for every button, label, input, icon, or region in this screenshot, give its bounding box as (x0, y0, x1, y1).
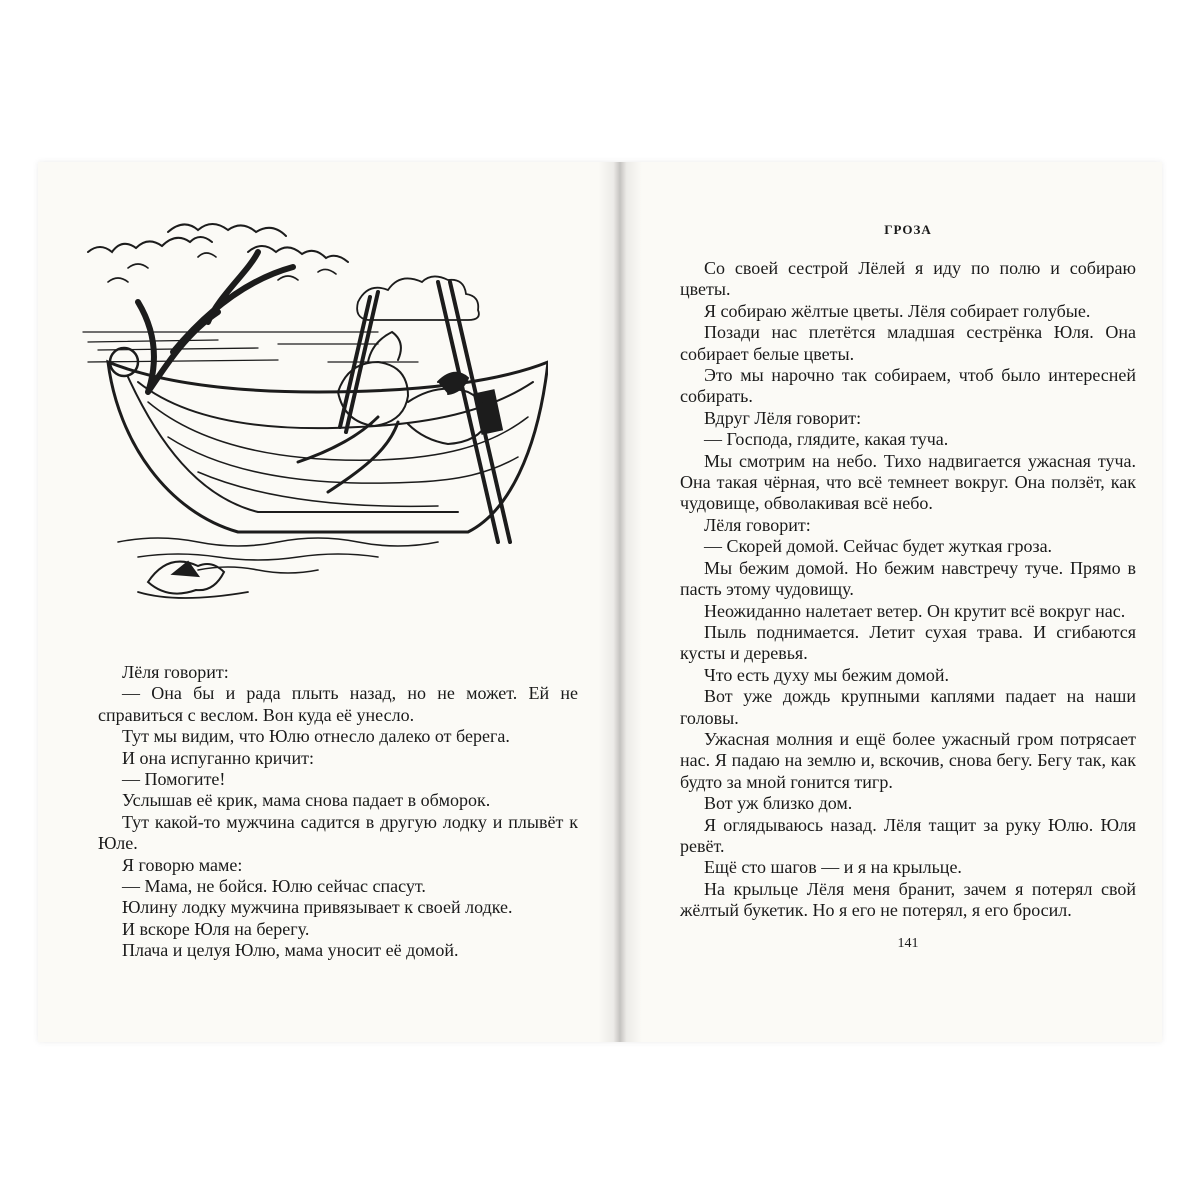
paragraph: Юлину лодку мужчина привязывает к своей лодке. (122, 897, 513, 918)
paragraph: Тут какой-то мужчина садится в другую лодку и плывёт к Юле. (98, 811, 578, 854)
paragraph: И она испуганно кричит: (122, 747, 314, 768)
right-page (680, 222, 1136, 952)
paragraph: Что есть духу мы бежим домой. (704, 664, 949, 685)
right-page-text (680, 258, 1136, 922)
paragraph: Вдруг Лёля говорит: (704, 407, 862, 428)
paragraph: Мы смотрим на небо. Тихо надвигается ужасная туча. Она такая чёрная, что всё темнеет вокруг. Она ползёт, как чудовище, обволакивая всё небо. (680, 450, 1136, 514)
paragraph: Ужасная молния и ещё более ужасный гром потрясает нас. Я падаю на землю и, вскочив, снова бегу. Бегу так, как будто за мной гонится тигр. (680, 728, 1136, 792)
paragraph: Пыль поднимается. Летит сухая трава. И сгибаются кусты и деревья. (680, 621, 1136, 664)
paragraph: Неожиданно налетает ветер. Он крутит всё вокруг нас. (704, 600, 1126, 621)
paragraph: Мы бежим домой. Но бежим навстречу туче. Прямо в пасть этому чудовищу. (680, 557, 1136, 600)
paragraph: Тут мы видим, что Юлю отнесло далеко от берега. (122, 726, 510, 747)
left-page (98, 212, 578, 962)
paragraph: Вот уж близко дом. (704, 793, 853, 814)
paragraph: Позади нас плетётся младшая сестрёнка Юля. Она собирает белые цветы. (680, 322, 1136, 364)
paragraph: Со своей сестрой Лёлей я иду по полю и собираю цветы. (680, 258, 1136, 300)
paragraph: — Помогите! (122, 769, 226, 790)
paragraph: Плача и целуя Юлю, мама уносит её домой. (122, 940, 459, 961)
chapter-title: ГРОЗА (884, 222, 932, 237)
gutter-shadow (598, 162, 642, 1042)
paragraph: Лёля говорит: (122, 662, 229, 682)
paragraph: — Скорей домой. Сейчас будет жуткая гроза. (704, 536, 1053, 557)
paragraph: Это мы нарочно так собираем, чтоб было интересней собирать. (680, 365, 1136, 407)
paragraph: — Мама, не бойся. Юлю сейчас спасут. (122, 876, 426, 897)
paragraph: — Господа, глядите, какая туча. (704, 429, 949, 450)
paragraph: — Она бы и рада плыть назад, но не может. Ей не справиться с веслом. Вон куда её унесло. (98, 683, 578, 725)
paragraph: И вскоре Юля на берегу. (122, 918, 310, 939)
left-page-text (98, 662, 578, 962)
page-number: 141 (897, 935, 919, 951)
paragraph: Вот уже дождь крупными каплями падает на наши головы. (680, 686, 1136, 728)
paragraph: Я собираю жёлтые цветы. Лёля собирает голубые. (704, 300, 1091, 321)
paragraph: Услышав её крик, мама снова падает в обморок. (122, 790, 491, 811)
paragraph: Ещё сто шагов — и я на крыльце. (704, 857, 962, 878)
paragraph: Я оглядываюсь назад. Лёля тащит за руку Юлю. Юля ревёт. (680, 814, 1136, 856)
paragraph: Я говорю маме: (122, 854, 243, 875)
paragraph: На крыльце Лёля меня бранит, зачем я потерял свой жёлтый букетик. Но я его не потерял, я его бросил. (680, 878, 1136, 921)
paragraph: Лёля говорит: (704, 514, 811, 535)
boat-illustration-icon (78, 212, 548, 612)
book-spread (38, 162, 1162, 1042)
